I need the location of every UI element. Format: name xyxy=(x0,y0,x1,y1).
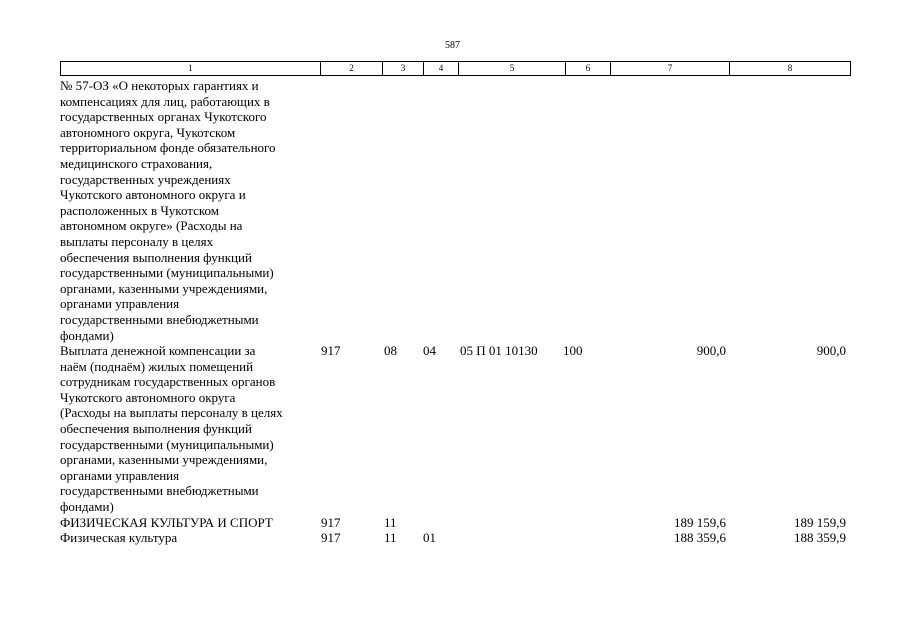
header-col-2: 2 xyxy=(321,62,383,76)
row-amount-2: 900,0 xyxy=(816,343,846,359)
row-amount-1: 900,0 xyxy=(696,343,726,359)
row-amount-1: 189 159,6 xyxy=(674,514,726,530)
header-col-5: 5 xyxy=(459,62,566,76)
row-subsection-code: 01 xyxy=(423,530,436,546)
row-name: № 57-ОЗ «О некоторых гарантиях и компенсациях для лиц, работающих в государственных органах Чукотского автономного округа, Чукотском территориальном фонде обязательного медицинского страхования, государственных учреждениях Чукотского автономного округа и расположенных в Чукотском автономном округе» (Расходы на выплаты персоналу в целях обеспечения выполнения функций государственными (муниципальными) органами, казенными учреждениями, органами управления государственными внебюджетными фондами) xyxy=(60,78,276,343)
page-number: 587 xyxy=(445,40,460,51)
header-col-3: 3 xyxy=(383,62,424,76)
row-ved-code: 917 xyxy=(321,514,341,530)
budget-table-body xyxy=(60,78,850,546)
header-row xyxy=(61,62,851,76)
row-subsection-code: 04 xyxy=(423,343,436,359)
row-expense-type: 100 xyxy=(563,343,583,359)
row-ved-code: 917 xyxy=(321,343,341,359)
row-name: Физическая культура xyxy=(60,530,178,546)
table-row xyxy=(60,78,850,343)
row-name: Выплата денежной компенсации за наём (поднаём) жилых помещений сотрудникам государственных органов Чукотского автономного округа (Расходы на выплаты персоналу в целях обеспечения выполнения функций государственными (муниципальными) органами, казенными учреждениями, органами управления государственными внебюджетными фондами) xyxy=(60,343,283,515)
table-row xyxy=(60,515,850,531)
header-col-1: 1 xyxy=(61,62,321,76)
row-amount-2: 189 159,9 xyxy=(794,514,846,530)
row-section-code: 08 xyxy=(384,343,397,359)
row-name: ФИЗИЧЕСКАЯ КУЛЬТУРА И СПОРТ xyxy=(60,514,273,530)
header-col-7: 7 xyxy=(611,62,730,76)
column-number-header xyxy=(60,61,851,76)
header-col-4: 4 xyxy=(424,62,459,76)
table-row xyxy=(60,530,850,546)
row-section-code: 11 xyxy=(384,514,397,530)
header-col-8: 8 xyxy=(730,62,851,76)
row-ved-code: 917 xyxy=(321,530,341,546)
table-row xyxy=(60,343,850,515)
header-col-6: 6 xyxy=(566,62,611,76)
row-section-code: 11 xyxy=(384,530,397,546)
row-target-article: 05 П 01 10130 xyxy=(460,343,538,359)
row-amount-1: 188 359,6 xyxy=(674,530,726,546)
row-amount-2: 188 359,9 xyxy=(794,530,846,546)
